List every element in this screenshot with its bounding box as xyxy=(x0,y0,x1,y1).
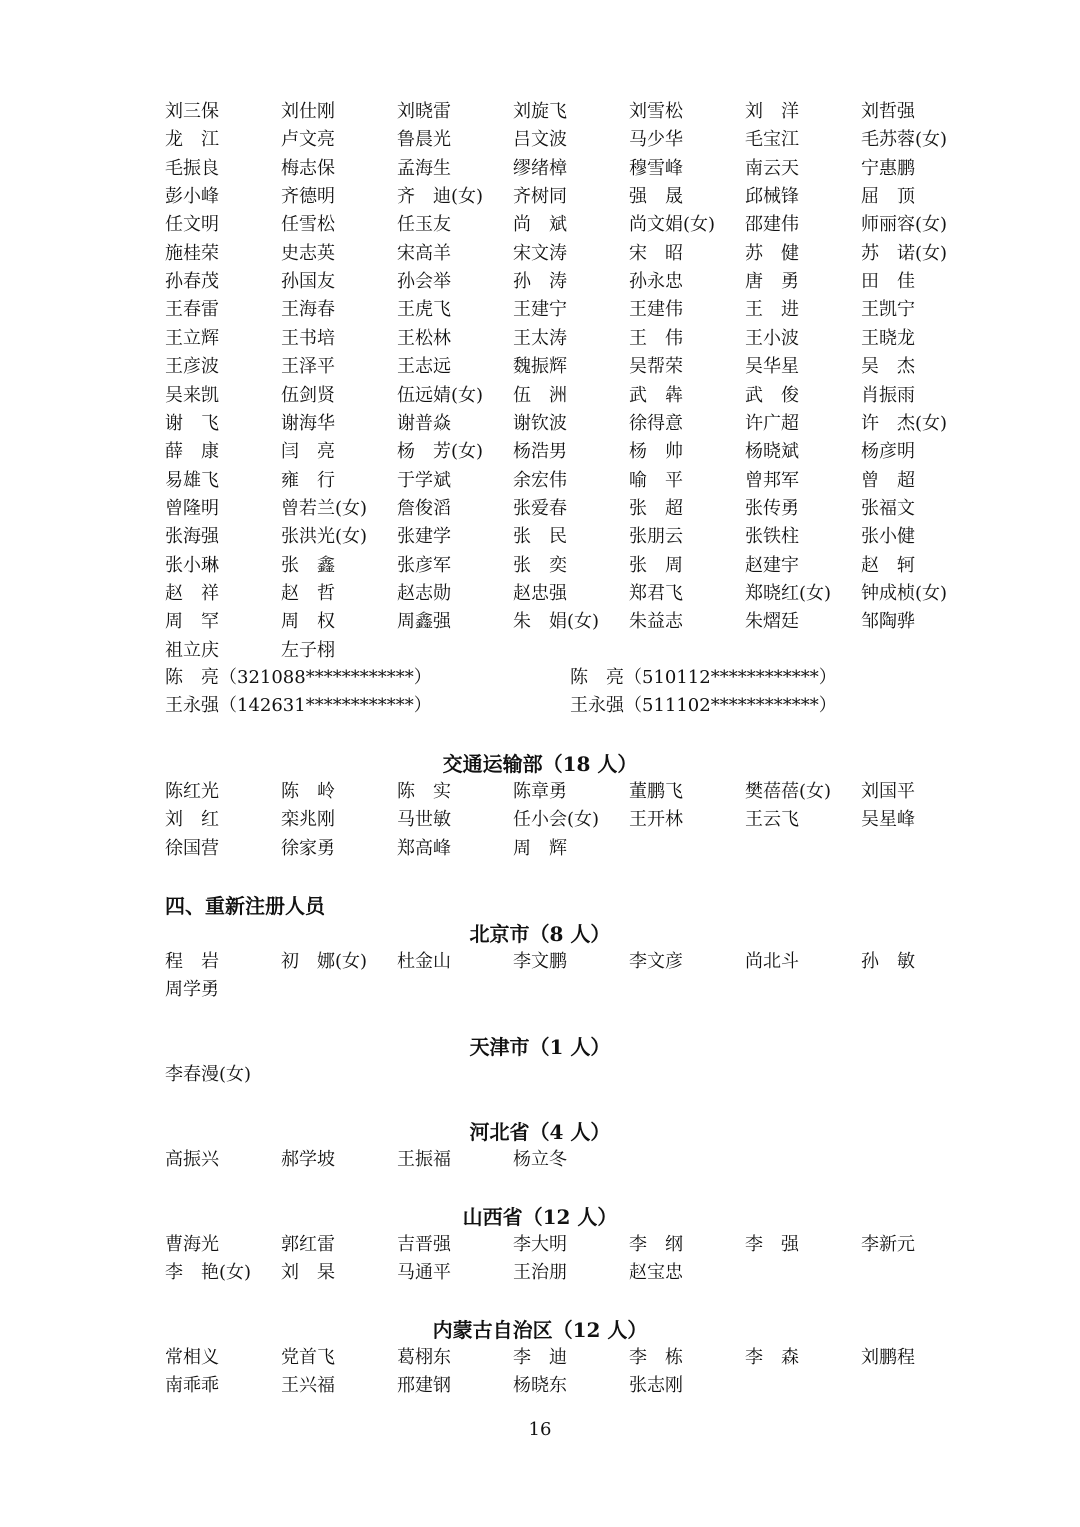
name-row xyxy=(0,410,1080,438)
person-name: 曾若兰(女) xyxy=(281,497,368,519)
person-name: 孙 涛 xyxy=(513,271,567,293)
person-name: 孙会举 xyxy=(397,271,451,293)
person-name: 王虎飞 xyxy=(397,299,451,321)
person-name: 刘旋飞 xyxy=(513,101,567,122)
person-name: 初 娜(女) xyxy=(281,951,368,972)
person-name: 周 罕 xyxy=(165,611,219,633)
person-name: 魏振辉 xyxy=(513,356,567,378)
person-name: 郑君飞 xyxy=(629,582,683,604)
person-name: 常相义 xyxy=(165,1347,219,1368)
person-name: 武 俊 xyxy=(745,384,799,406)
name-row xyxy=(0,98,1080,126)
person-name: 李 栋 xyxy=(629,1347,683,1368)
section-heading-tianjin: 天津市（1 人） xyxy=(469,1035,611,1059)
person-name: 张 民 xyxy=(513,526,567,548)
person-name: 郑高峰 xyxy=(397,837,451,859)
person-name: 祖立庆 xyxy=(165,639,219,661)
person-name: 许 杰(女) xyxy=(861,412,948,434)
person-name: 史志英 xyxy=(281,242,335,264)
person-name: 吴来凯 xyxy=(165,384,219,406)
person-name: 徐得意 xyxy=(629,412,683,434)
person-name: 刘雪松 xyxy=(629,101,683,122)
person-name: 任雪松 xyxy=(281,214,335,236)
section-heading-neimenggu: 内蒙古自治区（12 人） xyxy=(432,1318,648,1342)
person-name: 吴帮荣 xyxy=(629,356,683,378)
person-name: 任小会(女) xyxy=(513,809,600,831)
person-name: 王建宁 xyxy=(513,299,567,321)
person-name: 马世敏 xyxy=(397,809,451,831)
person-name: 谢普焱 xyxy=(397,412,451,434)
person-name: 王彦波 xyxy=(165,356,219,378)
person-name: 龙 江 xyxy=(165,129,219,151)
person-name: 王 进 xyxy=(745,299,799,321)
name-row xyxy=(0,637,1080,665)
person-name: 赵 祥 xyxy=(165,582,219,604)
person-name: 刘 杲 xyxy=(281,1262,335,1284)
person-name: 李文鹏 xyxy=(513,951,567,972)
person-name: 王春雷 xyxy=(165,299,219,321)
name-row xyxy=(0,268,1080,296)
person-name: 陈 实 xyxy=(397,781,451,802)
person-name: 喻 平 xyxy=(629,469,683,491)
person-name: 吴星峰 xyxy=(861,809,915,831)
name-row xyxy=(0,1146,1080,1174)
name-row xyxy=(0,608,1080,636)
person-name: 张洪光(女) xyxy=(281,526,368,548)
person-name: 李 迪 xyxy=(513,1347,567,1368)
person-name: 王永强（511102************） xyxy=(570,695,837,717)
person-name: 钟成桢(女) xyxy=(861,582,948,604)
person-name: 苏 诺(女) xyxy=(861,242,948,264)
person-name: 伍剑贤 xyxy=(281,384,335,406)
person-name: 曾隆明 xyxy=(165,497,219,519)
person-name: 杜金山 xyxy=(397,951,451,972)
person-name: 王泽平 xyxy=(281,356,335,378)
person-name: 王振福 xyxy=(397,1149,451,1170)
person-name: 赵宝忠 xyxy=(629,1262,683,1284)
person-name: 刘仕刚 xyxy=(281,101,335,122)
person-name: 栾兆刚 xyxy=(281,809,335,831)
section-heading-transport: 交通运输部（18 人） xyxy=(442,752,638,776)
person-name: 吴 杰 xyxy=(861,356,915,378)
section-title-reregistration: 四、重新注册人员 xyxy=(165,894,325,918)
person-name: 张福文 xyxy=(861,497,915,519)
person-name: 闫 亮 xyxy=(281,441,335,463)
person-name: 杨晓东 xyxy=(513,1375,567,1397)
name-row xyxy=(0,692,1080,720)
person-name: 陈章勇 xyxy=(513,781,567,802)
person-name: 朱益志 xyxy=(629,611,683,633)
person-name: 张 周 xyxy=(629,554,683,576)
person-name: 宋高羊 xyxy=(397,242,451,264)
person-name: 程 岩 xyxy=(165,951,219,972)
person-name: 杨彦明 xyxy=(861,441,915,463)
name-row xyxy=(0,1061,1080,1089)
person-name: 王书培 xyxy=(281,327,335,349)
person-name: 王治朋 xyxy=(513,1262,567,1284)
name-row xyxy=(0,438,1080,466)
person-name: 党首飞 xyxy=(281,1347,335,1368)
person-name: 李新元 xyxy=(861,1234,915,1255)
person-name: 刘 红 xyxy=(165,809,219,831)
person-name: 刘哲强 xyxy=(861,101,915,122)
person-name: 王建伟 xyxy=(629,299,683,321)
person-name: 田 佳 xyxy=(861,271,915,293)
person-name: 孙国友 xyxy=(281,271,335,293)
person-name: 齐 迪(女) xyxy=(397,186,484,208)
person-name: 邱械锋 xyxy=(745,186,799,208)
person-name: 周学勇 xyxy=(165,979,219,1001)
name-row xyxy=(0,976,1080,1004)
person-name: 杨晓斌 xyxy=(745,441,799,463)
section-heading-shanxi: 山西省（12 人） xyxy=(462,1205,618,1229)
person-name: 王立辉 xyxy=(165,327,219,349)
person-name: 吉晋强 xyxy=(397,1234,451,1255)
person-name: 陈 岭 xyxy=(281,781,335,802)
person-name: 葛栩东 xyxy=(397,1347,451,1368)
person-name: 张 奕 xyxy=(513,554,567,576)
person-name: 陈 亮（321088************） xyxy=(165,667,432,688)
person-name: 左子栩 xyxy=(281,639,335,661)
person-name: 郝学坡 xyxy=(281,1149,335,1170)
person-name: 张小琳 xyxy=(165,554,219,576)
person-name: 张彦军 xyxy=(397,554,451,576)
name-row xyxy=(0,552,1080,580)
person-name: 樊蓓蓓(女) xyxy=(745,781,832,802)
person-name: 杨 芳(女) xyxy=(397,441,484,463)
person-name: 陈 亮（510112************） xyxy=(570,667,837,688)
name-row xyxy=(0,1372,1080,1400)
person-name: 伍远婧(女) xyxy=(397,384,484,406)
person-name: 马少华 xyxy=(629,129,683,151)
name-row xyxy=(0,1259,1080,1287)
person-name: 吴华星 xyxy=(745,356,799,378)
person-name: 李 艳(女) xyxy=(165,1262,252,1284)
person-name: 张朋云 xyxy=(629,526,683,548)
person-name: 曹海光 xyxy=(165,1234,219,1255)
name-row xyxy=(0,240,1080,268)
person-name: 毛宝江 xyxy=(745,129,799,151)
person-name: 薛 康 xyxy=(165,441,219,463)
person-name: 雍 行 xyxy=(281,469,335,491)
person-name: 谢钦波 xyxy=(513,412,567,434)
person-name: 肖振雨 xyxy=(861,384,915,406)
person-name: 王小波 xyxy=(745,327,799,349)
person-name: 任玉友 xyxy=(397,214,451,236)
name-row xyxy=(0,296,1080,324)
person-name: 穆雪峰 xyxy=(629,157,683,179)
person-name: 张 鑫 xyxy=(281,554,335,576)
person-name: 施桂荣 xyxy=(165,242,219,264)
person-name: 高振兴 xyxy=(165,1149,219,1170)
person-name: 张小健 xyxy=(861,526,915,548)
name-row xyxy=(0,183,1080,211)
person-name: 郑晓红(女) xyxy=(745,582,832,604)
page-number: 16 xyxy=(528,1419,552,1440)
name-row xyxy=(0,778,1080,806)
person-name: 邹陶骅 xyxy=(861,611,915,633)
person-name: 强 晟 xyxy=(629,186,683,208)
person-name: 缪绪樟 xyxy=(513,157,567,179)
person-name: 齐德明 xyxy=(281,186,335,208)
person-name: 陈红光 xyxy=(165,781,219,802)
person-name: 赵 哲 xyxy=(281,582,335,604)
person-name: 易雄飞 xyxy=(165,469,219,491)
section-heading-beijing: 北京市（8 人） xyxy=(469,922,611,946)
person-name: 屈 顶 xyxy=(861,186,915,208)
person-name: 李 纲 xyxy=(629,1234,683,1255)
person-name: 张铁柱 xyxy=(745,526,799,548)
person-name: 朱熠廷 xyxy=(745,611,799,633)
person-name: 孟海生 xyxy=(397,157,451,179)
name-row xyxy=(0,495,1080,523)
name-row xyxy=(0,664,1080,692)
name-row xyxy=(0,155,1080,183)
person-name: 尚 斌 xyxy=(513,214,567,236)
name-row xyxy=(0,211,1080,239)
person-name: 任文明 xyxy=(165,214,219,236)
person-name: 谢海华 xyxy=(281,412,335,434)
person-name: 刘晓雷 xyxy=(397,101,451,122)
person-name: 张建学 xyxy=(397,526,451,548)
person-name: 刘 洋 xyxy=(745,101,799,122)
person-name: 卢文亮 xyxy=(281,129,335,151)
person-name: 曾 超 xyxy=(861,469,915,491)
person-name: 南云天 xyxy=(745,157,799,179)
person-name: 王志远 xyxy=(397,356,451,378)
person-name: 张传勇 xyxy=(745,497,799,519)
name-row xyxy=(0,1344,1080,1372)
person-name: 王晓龙 xyxy=(861,327,915,349)
person-name: 张爱春 xyxy=(513,497,567,519)
name-row xyxy=(0,523,1080,551)
person-name: 吕文波 xyxy=(513,129,567,151)
person-name: 郭红雷 xyxy=(281,1234,335,1255)
person-name: 彭小峰 xyxy=(165,186,219,208)
person-name: 杨浩男 xyxy=(513,441,567,463)
person-name: 许广超 xyxy=(745,412,799,434)
person-name: 李大明 xyxy=(513,1234,567,1255)
person-name: 师丽容(女) xyxy=(861,214,948,236)
person-name: 毛振良 xyxy=(165,157,219,179)
person-name: 张 超 xyxy=(629,497,683,519)
person-name: 李 森 xyxy=(745,1347,799,1368)
person-name: 于学斌 xyxy=(397,469,451,491)
name-row xyxy=(0,580,1080,608)
person-name: 李文彦 xyxy=(629,951,683,972)
person-name: 宋 昭 xyxy=(629,242,683,264)
person-name: 鲁晨光 xyxy=(397,129,451,151)
person-name: 詹俊滔 xyxy=(397,497,451,519)
name-row xyxy=(0,1231,1080,1259)
person-name: 董鹏飞 xyxy=(629,781,683,802)
person-name: 邢建钢 xyxy=(397,1375,451,1397)
person-name: 周 辉 xyxy=(513,837,567,859)
person-name: 赵志勋 xyxy=(397,582,451,604)
person-name: 刘国平 xyxy=(861,781,915,802)
person-name: 王开林 xyxy=(629,809,683,831)
person-name: 唐 勇 xyxy=(745,271,799,293)
person-name: 李春漫(女) xyxy=(165,1064,252,1085)
person-name: 赵忠强 xyxy=(513,582,567,604)
person-name: 王永强（142631************） xyxy=(165,695,432,717)
person-name: 王海春 xyxy=(281,299,335,321)
person-name: 余宏伟 xyxy=(513,469,567,491)
person-name: 马通平 xyxy=(397,1262,451,1284)
name-row xyxy=(0,126,1080,154)
name-row xyxy=(0,353,1080,381)
person-name: 邵建伟 xyxy=(745,214,799,236)
person-name: 周 权 xyxy=(281,611,335,633)
person-name: 王松林 xyxy=(397,327,451,349)
person-name: 杨 帅 xyxy=(629,441,683,463)
person-name: 齐树同 xyxy=(513,186,567,208)
person-name: 张志刚 xyxy=(629,1375,683,1397)
name-row xyxy=(0,467,1080,495)
person-name: 朱 娟(女) xyxy=(513,611,600,633)
person-name: 宋文涛 xyxy=(513,242,567,264)
person-name: 曾邦军 xyxy=(745,469,799,491)
section-heading-hebei: 河北省（4 人） xyxy=(469,1120,611,1144)
person-name: 赵 轲 xyxy=(861,554,915,576)
person-name: 王凯宁 xyxy=(861,299,915,321)
person-name: 刘三保 xyxy=(165,101,219,122)
person-name: 李 强 xyxy=(745,1234,799,1255)
person-name: 王太涛 xyxy=(513,327,567,349)
person-name: 周鑫强 xyxy=(397,611,451,633)
name-row xyxy=(0,806,1080,834)
name-row xyxy=(0,382,1080,410)
name-row xyxy=(0,325,1080,353)
person-name: 刘鹏程 xyxy=(861,1347,915,1368)
person-name: 赵建宇 xyxy=(745,554,799,576)
person-name: 杨立冬 xyxy=(513,1149,567,1170)
person-name: 徐家勇 xyxy=(281,837,335,859)
person-name: 尚文娟(女) xyxy=(629,214,716,236)
person-name: 王 伟 xyxy=(629,327,683,349)
person-name: 毛苏蓉(女) xyxy=(861,129,948,151)
person-name: 尚北斗 xyxy=(745,951,799,972)
person-name: 孙 敏 xyxy=(861,951,915,972)
person-name: 伍 洲 xyxy=(513,384,567,406)
name-row xyxy=(0,835,1080,863)
person-name: 南乖乖 xyxy=(165,1375,219,1397)
person-name: 王兴福 xyxy=(281,1375,335,1397)
person-name: 孙春茂 xyxy=(165,271,219,293)
person-name: 宁惠鹏 xyxy=(861,157,915,179)
person-name: 武 犇 xyxy=(629,384,683,406)
person-name: 孙永忠 xyxy=(629,271,683,293)
person-name: 张海强 xyxy=(165,526,219,548)
name-row xyxy=(0,948,1080,976)
person-name: 梅志保 xyxy=(281,157,335,179)
person-name: 谢 飞 xyxy=(165,412,219,434)
person-name: 王云飞 xyxy=(745,809,799,831)
person-name: 苏 健 xyxy=(745,242,799,264)
person-name: 徐国营 xyxy=(165,837,219,859)
